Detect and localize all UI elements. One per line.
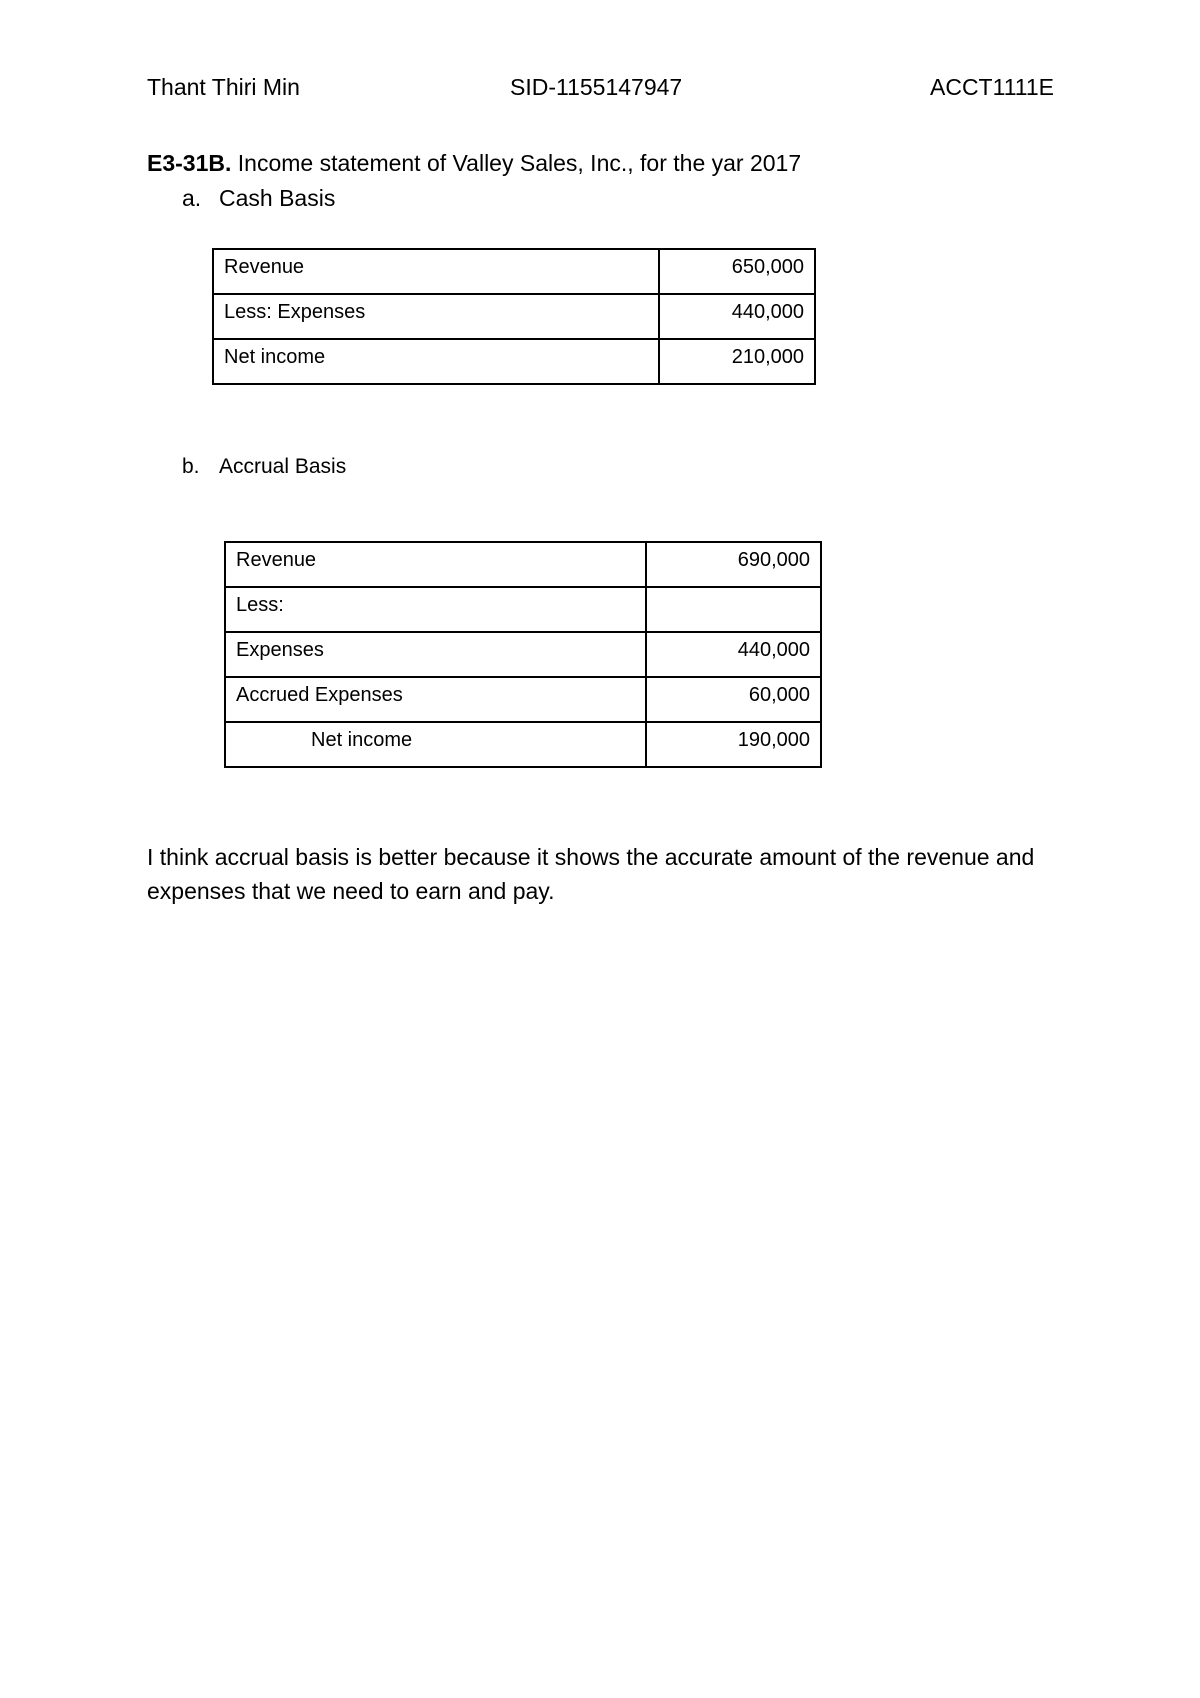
- table-row: [225, 677, 821, 722]
- conclusion-paragraph: I think accrual basis is better because it shows the accurate amount of the revenue and expenses that we need to earn and pay.: [147, 844, 1035, 904]
- accrual-basis-marker: b.: [182, 455, 200, 478]
- accrual-basis-label: Accrual Basis: [219, 455, 347, 478]
- exercise-code: E3-31B.: [147, 150, 232, 176]
- row-label: Net income: [213, 339, 659, 384]
- accrual-basis-heading: [182, 455, 346, 479]
- row-amount: 210,000: [659, 339, 815, 384]
- cash-basis-heading: [182, 185, 335, 212]
- row-label: Revenue: [225, 542, 646, 587]
- row-label: Accrued Expenses: [225, 677, 646, 722]
- row-label: Net income: [225, 722, 646, 767]
- accrual-basis-table: [224, 541, 822, 768]
- cash-basis-label: Cash Basis: [219, 185, 336, 211]
- table-row: [213, 249, 815, 294]
- table-row: [225, 632, 821, 677]
- row-amount: 60,000: [646, 677, 821, 722]
- cash-basis-marker: a.: [182, 185, 202, 211]
- table-row: [225, 542, 821, 587]
- row-amount: 650,000: [659, 249, 815, 294]
- row-amount: 690,000: [646, 542, 821, 587]
- table-row: [213, 294, 815, 339]
- row-label: Expenses: [225, 632, 646, 677]
- table-row: [225, 587, 821, 632]
- row-amount: [646, 587, 821, 632]
- row-amount: 440,000: [646, 632, 821, 677]
- student-id: SID-1155147947: [510, 74, 683, 100]
- row-amount: 440,000: [659, 294, 815, 339]
- course-code: ACCT1111E: [930, 74, 1054, 100]
- row-label: Less: Expenses: [213, 294, 659, 339]
- row-amount: 190,000: [646, 722, 821, 767]
- student-name: Thant Thiri Min: [147, 74, 300, 100]
- exercise-description: Income statement of Valley Sales, Inc., for the yar 2017: [237, 150, 802, 176]
- row-label: Less:: [225, 587, 646, 632]
- row-label: Revenue: [213, 249, 659, 294]
- table-row: [225, 722, 821, 767]
- exercise-title: [147, 150, 801, 177]
- table-row: [213, 339, 815, 384]
- cash-basis-table: [212, 248, 816, 385]
